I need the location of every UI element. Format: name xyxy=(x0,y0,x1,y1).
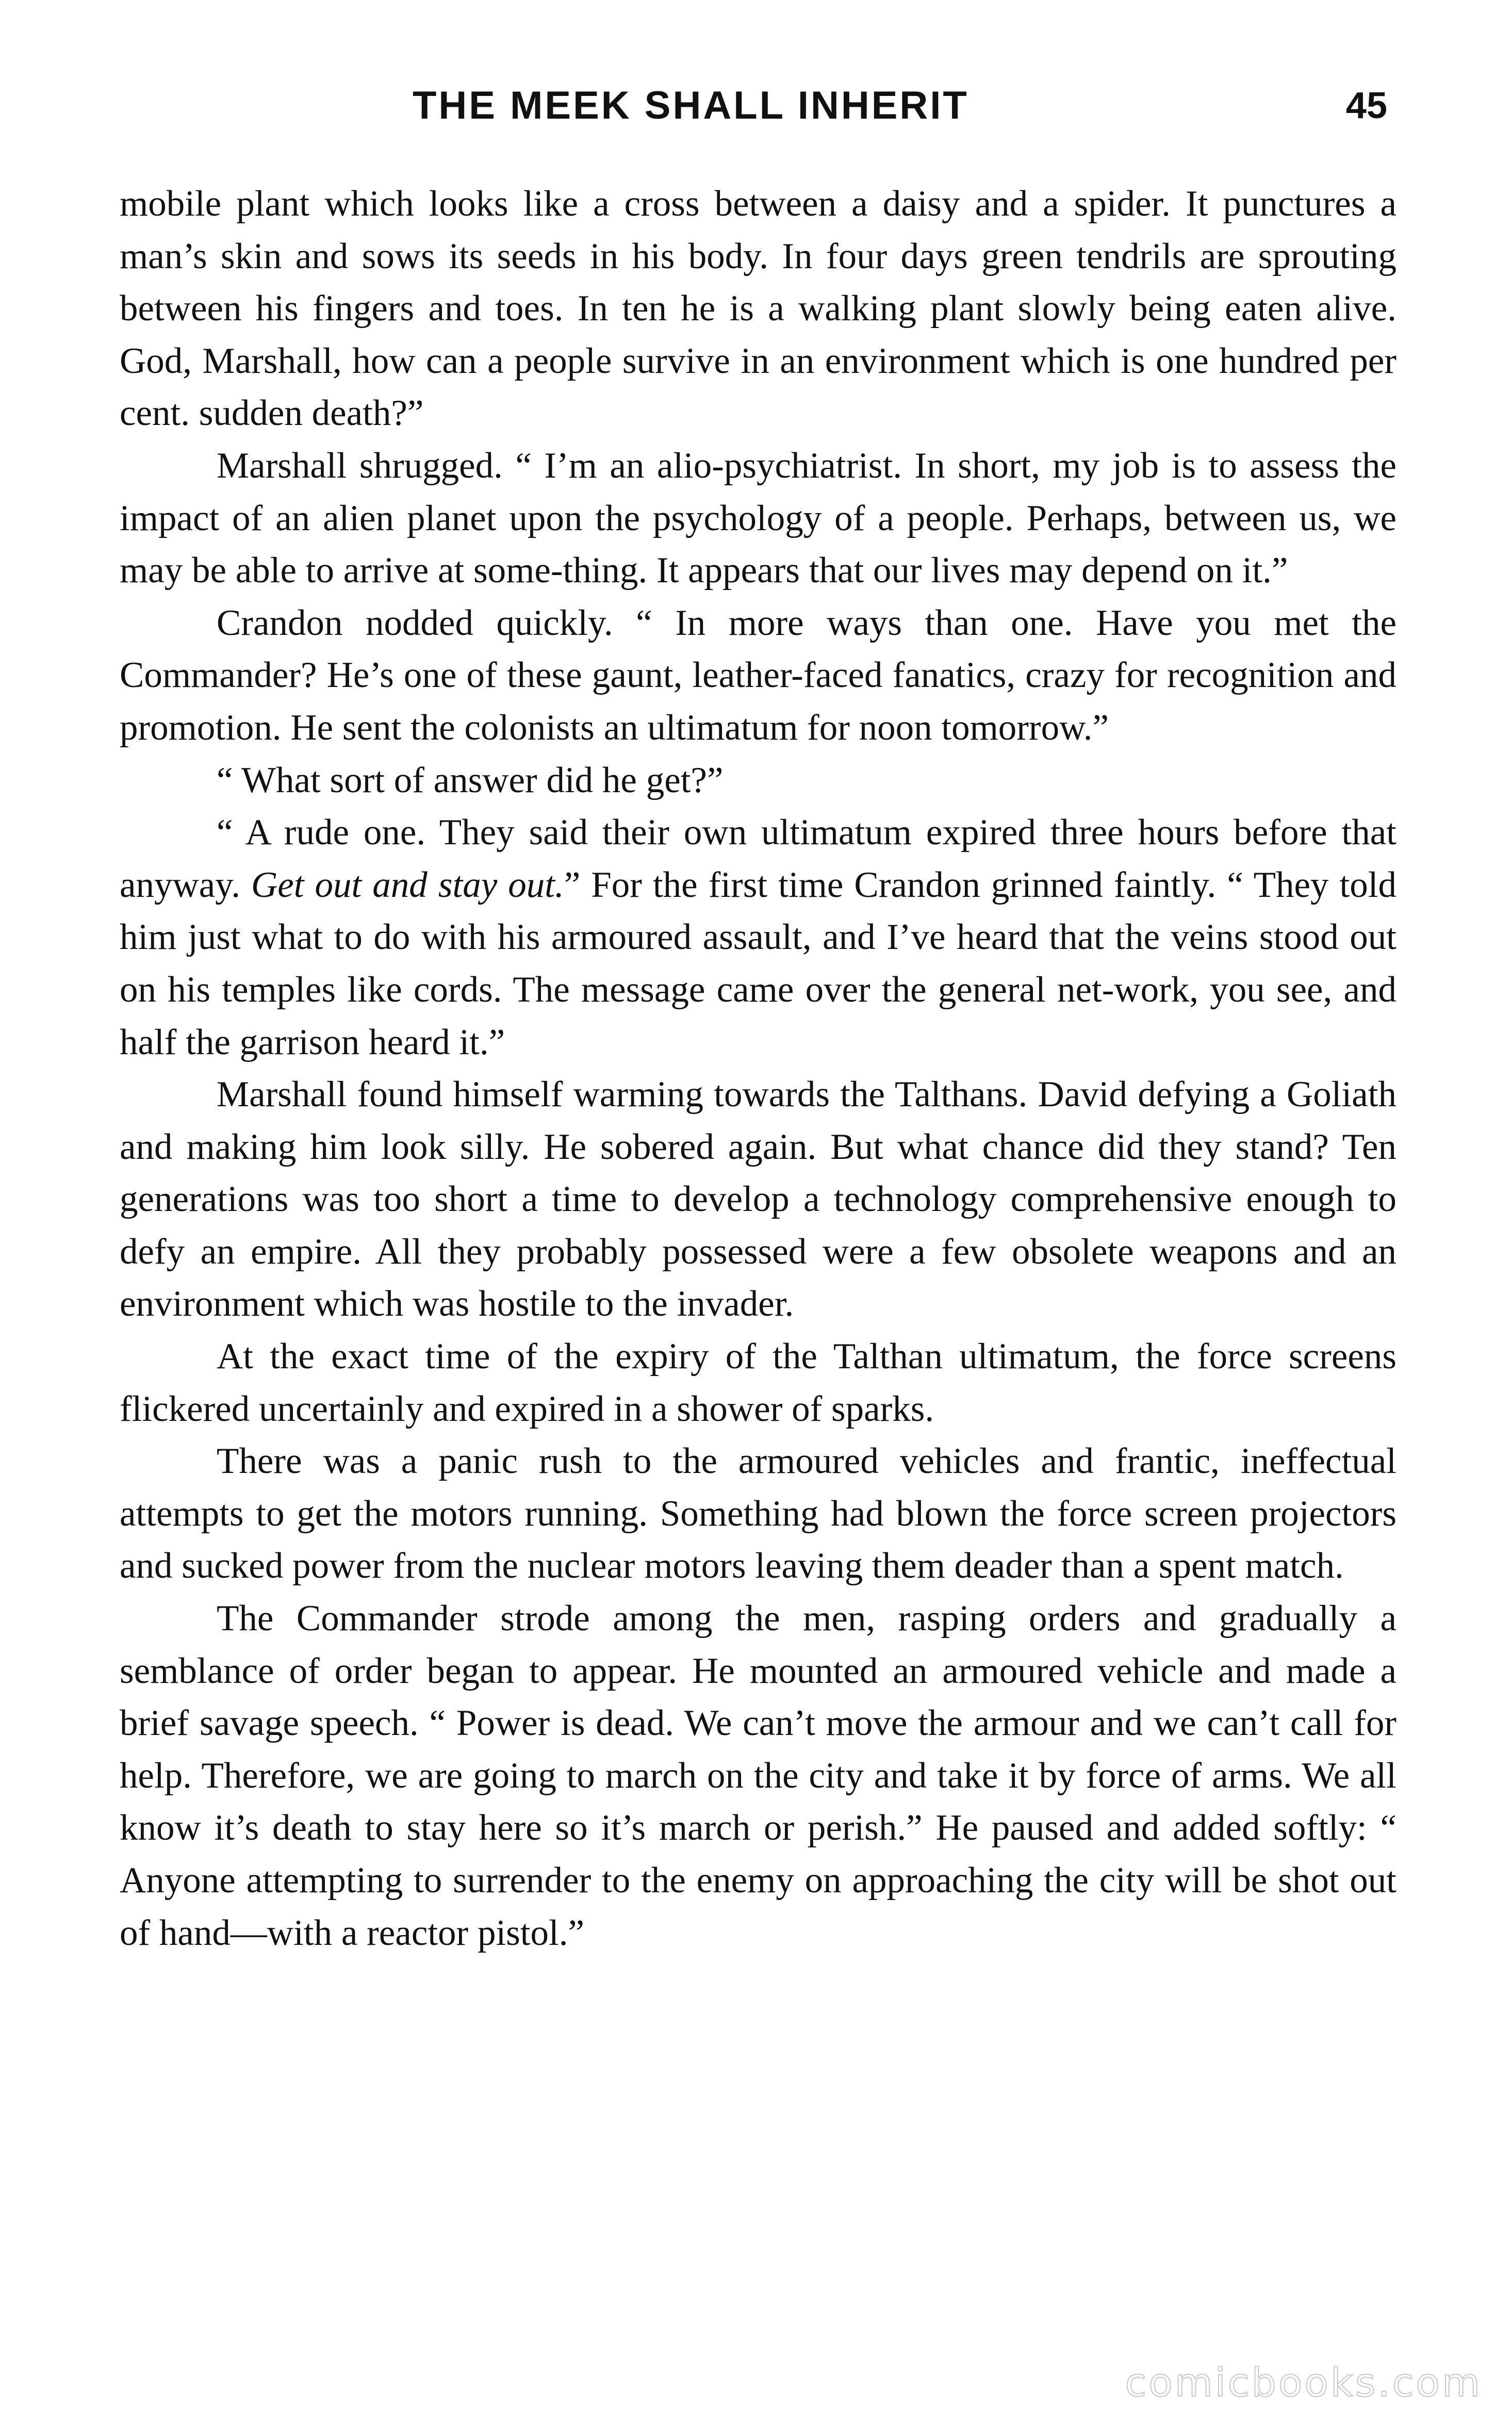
paragraph-a-rude-one xyxy=(120,807,1396,1069)
body-text xyxy=(120,178,1396,1959)
paragraph-a-rude-one-end: ” For the first time Crandon grinned faintly. “ They told him just what to do with his armoured assault, and I’ve heard that the veins stood out on his temples like cords. The message came over the general net-work, you see, and half the garrison heard it.” xyxy=(120,864,1396,1062)
running-title: THE MEEK SHALL INHERIT xyxy=(413,84,969,127)
watermark: comicbooks.com xyxy=(1125,2360,1482,2405)
paragraph-a-rude-one-start: “ A rude one. They said their own ultimatum expired three hours before that anyway. xyxy=(120,812,1396,905)
paragraph-marshall-shrugged: Marshall shrugged. “ I’m an alio-psychiatrist. In short, my job is to assess the impact of an alien planet upon the psychology of a people. Perhaps, between us, we may be able to arrive at some-thing. It appears that our lives may depend on it.” xyxy=(120,445,1396,591)
page-number: 45 xyxy=(1345,85,1387,126)
paragraph-panic-rush: There was a panic rush to the armoured vehicles and frantic, ineffectual attempts to get the motors running. Something had blown the force screen projectors and sucked power from the nuclear motors leaving them deader than a spent match. xyxy=(120,1441,1396,1586)
italic-quote: Get out and stay out. xyxy=(251,864,564,905)
paragraph-what-sort-of-answer: “ What sort of answer did he get?” xyxy=(217,760,724,800)
paragraph-continued: mobile plant which looks like a cross between a daisy and a spider. It punctures a man’s skin and sows its seeds in his body. In four days green tendrils are sprouting between his fingers and toes. In ten he is a walking plant slowly being eaten alive. God, Marshall, how can a people survive in an environment which is one hundred per cent. sudden death?” xyxy=(120,184,1396,434)
paragraph-crandon-nodded: Crandon nodded quickly. “ In more ways than one. Have you met the Commander? He’s one of these gaunt, leather-faced fanatics, crazy for recognition and promotion. He sent the colonists an ultimatum for noon tomorrow.” xyxy=(120,602,1396,748)
page-header xyxy=(119,77,1387,134)
paragraph-warming-to-talthans: Marshall found himself warming towards the Talthans. David defying a Goliath and making him look silly. He sobered again. But what chance did they stand? Ten generations was too short a time to develop a technology comprehensive enough to defy an empire. All they probably possessed were a few obsolete weapons and an environment which was hostile to the invader. xyxy=(120,1074,1396,1324)
paragraph-force-screens: At the exact time of the expiry of the Talthan ultimatum, the force screens flickered uncertainly and expired in a shower of sparks. xyxy=(120,1336,1396,1429)
paragraph-commander-speech: The Commander strode among the men, rasping orders and gradually a semblance of order began to appear. He mounted an armoured vehicle and made a brief savage speech. “ Power is dead. We can’t move the armour and we can’t call for help. Therefore, we are going to march on the city and take it by force of arms. We all know it’s death to stay here so it’s march or perish.” He paused and added softly: “ Anyone attempting to surrender to the enemy on approaching the city will be shot out of hand—with a reactor pistol.” xyxy=(120,1598,1396,1953)
